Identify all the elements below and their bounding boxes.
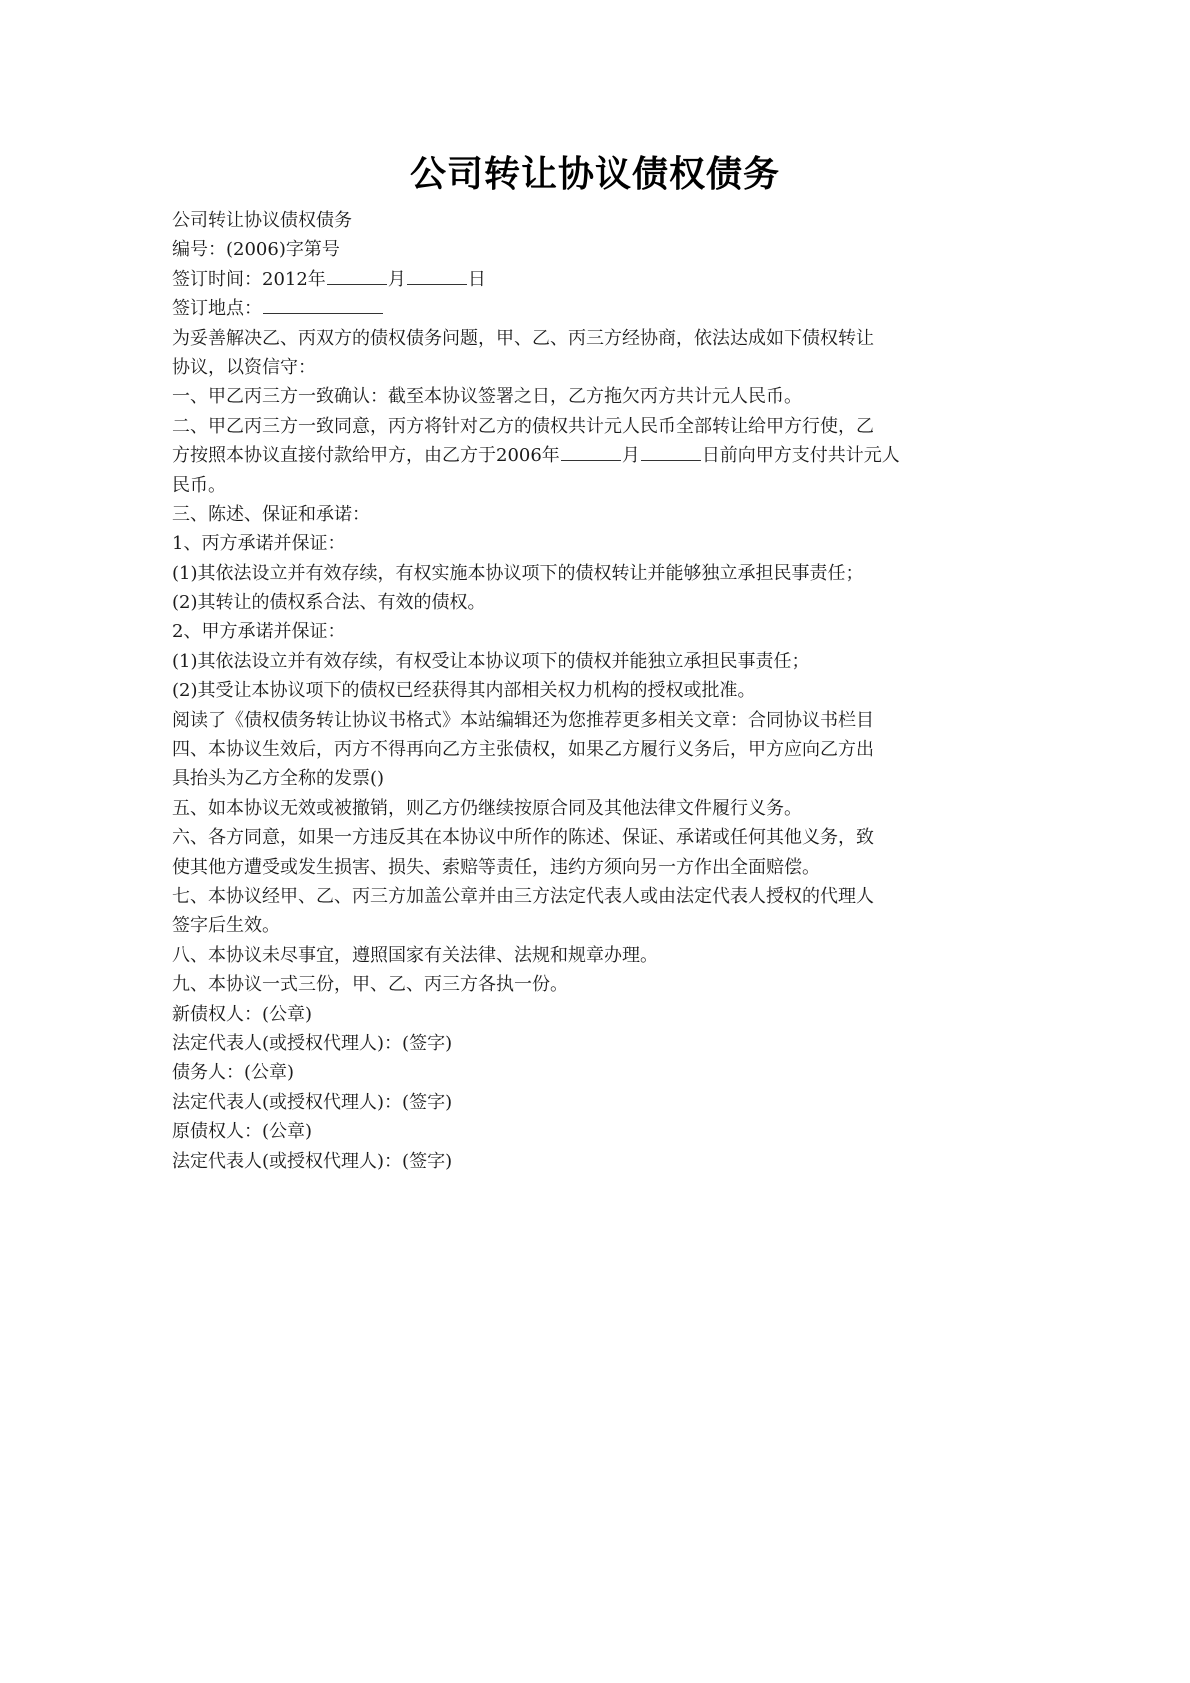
signature-line: 法定代表人(或授权代理人)：(签字): [172, 1032, 453, 1054]
sign-time-month: 月: [387, 268, 406, 290]
sign-time-prefix: 签订时间：2012年: [172, 268, 326, 290]
clause-9: 九、本协议一式三份，甲、乙、丙三方各执一份。: [172, 974, 568, 996]
clause-1: 一、甲乙丙三方一致确认：截至本协议签署之日，乙方拖欠丙方共计元人民币。: [172, 386, 802, 408]
preamble-line: 协议，以资信守：: [172, 356, 316, 378]
clause-2-line: 二、甲乙丙三方一致同意，丙方将针对乙方的债权共计元人民币全部转让给甲方行使，乙: [172, 415, 874, 437]
sign-place-blank: [263, 295, 383, 314]
clause-2-line: 民币。: [172, 474, 226, 496]
sign-place-line: [172, 294, 948, 323]
document-body: [172, 206, 948, 1176]
signature-line: 债务人：(公章): [172, 1062, 295, 1084]
recommend-line: 阅读了《债权债务转让协议书格式》本站编辑还为您推荐更多相关文章：合同协议书栏目: [172, 709, 874, 731]
clause-4-line: 具抬头为乙方全称的发票(): [172, 768, 385, 790]
sign-month-blank: [327, 266, 387, 285]
clause-2-line: [172, 441, 948, 470]
party-a-item: (1)其依法设立并有效存续，有权受让本协议项下的债权并能独立承担民事责任；: [172, 650, 810, 672]
clause-2-month: 月: [621, 445, 640, 467]
party-c-item: (1)其依法设立并有效存续，有权实施本协议项下的债权转让并能够独立承担民事责任；: [172, 562, 864, 584]
sign-time-line: [172, 265, 948, 294]
clause-6-line: 六、各方同意，如果一方违反其在本协议中所作的陈述、保证、承诺或任何其他义务，致: [172, 827, 874, 849]
signature-line: 法定代表人(或授权代理人)：(签字): [172, 1091, 453, 1113]
clause-6-line: 使其他方遭受或发生损害、损失、索赔等责任，违约方须向另一方作出全面赔偿。: [172, 856, 820, 878]
clause-4-line: 四、本协议生效后，丙方不得再向乙方主张债权，如果乙方履行义务后，甲方应向乙方出: [172, 739, 874, 761]
signature-line: 法定代表人(或授权代理人)：(签字): [172, 1150, 453, 1172]
sign-day-blank: [407, 266, 467, 285]
payment-day-blank: [641, 442, 701, 461]
sign-place-label: 签订地点：: [172, 298, 262, 320]
clause-7-line: 签字后生效。: [172, 915, 280, 937]
document-number: 编号：(2006)字第号: [172, 239, 340, 261]
document-subtitle: 公司转让协议债权债务: [172, 210, 352, 231]
clause-7-line: 七、本协议经甲、乙、丙三方加盖公章并由三方法定代表人或由法定代表人授权的代理人: [172, 885, 874, 907]
clause-2-prefix: 方按照本协议直接付款给甲方，由乙方于2006年: [172, 445, 560, 467]
document-title: 公司转让协议债权债务: [409, 154, 780, 195]
signature-line: 原债权人：(公章): [172, 1121, 313, 1143]
clause-3-heading: 三、陈述、保证和承诺：: [172, 503, 370, 525]
party-c-item: (2)其转让的债权系合法、有效的债权。: [172, 592, 486, 614]
party-a-heading: 2、甲方承诺并保证：: [172, 621, 346, 643]
party-c-heading: 1、丙方承诺并保证：: [172, 533, 346, 555]
clause-2-suffix: 日前向甲方支付共计元人: [701, 445, 900, 467]
party-a-item: (2)其受让本协议项下的债权已经获得其内部相关权力机构的授权或批准。: [172, 680, 756, 702]
sign-time-day: 日: [467, 268, 486, 290]
preamble-line: 为妥善解决乙、丙双方的债权债务问题，甲、乙、丙三方经协商，依法达成如下债权转让: [172, 327, 874, 349]
payment-month-blank: [561, 442, 621, 461]
signature-line: 新债权人：(公章): [172, 1003, 313, 1025]
clause-5: 五、如本协议无效或被撤销，则乙方仍继续按原合同及其他法律文件履行义务。: [172, 797, 802, 819]
clause-8: 八、本协议未尽事宜，遵照国家有关法律、法规和规章办理。: [172, 944, 658, 966]
